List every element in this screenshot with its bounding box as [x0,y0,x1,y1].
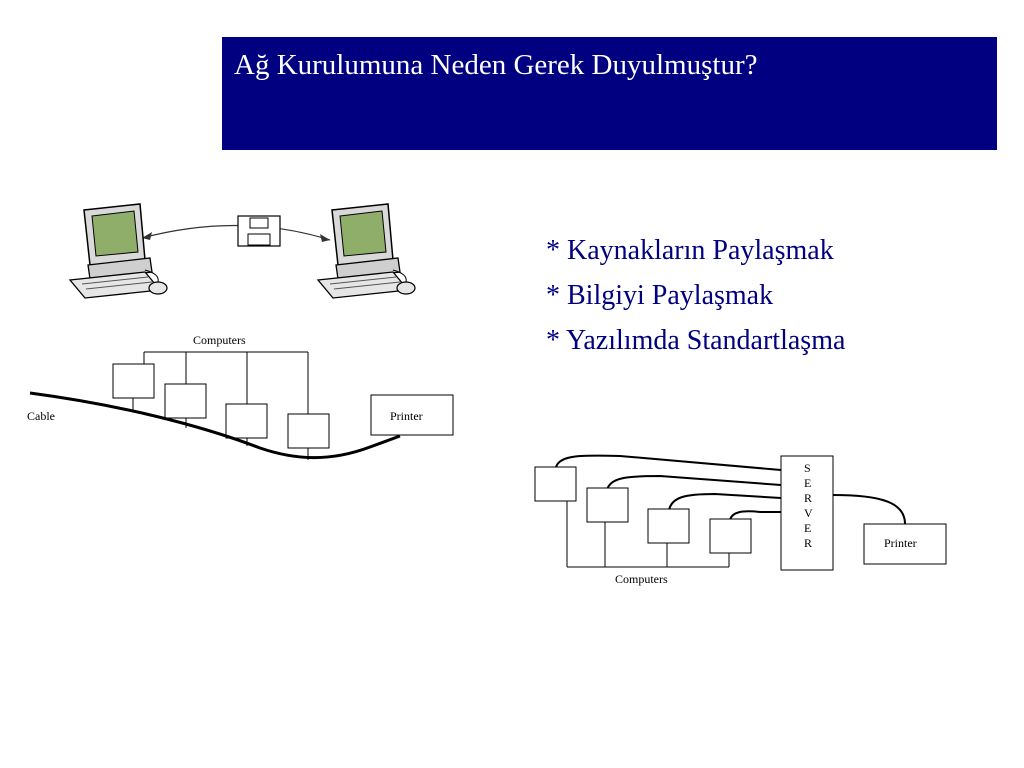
server-computer-box [710,519,751,553]
bullet-item: * Bilgiyi Paylaşmak [546,280,774,311]
bus-printer-label: Printer [390,409,423,423]
server-computer-box [648,509,689,543]
server-letter: S [804,461,811,475]
server-computers-label: Computers [615,572,668,586]
server-letter: R [804,491,813,505]
bullet-item: * Kaynakların Paylaşmak [546,235,834,266]
server-computer-box [535,467,576,501]
server-letter: E [804,476,812,490]
server-letter: V [804,506,813,520]
cable-label: Cable [27,409,55,423]
bullet-item: * Yazılımda Standartlaşma [546,325,846,356]
server-printer-label: Printer [884,536,917,550]
server-letter: R [804,536,813,550]
slide-title: Ağ Kurulumuna Neden Gerek Duyulmuştur? [234,49,758,81]
server-computer-box [587,488,628,522]
computers-label: Computers [193,333,246,347]
server-letter: E [804,521,812,535]
